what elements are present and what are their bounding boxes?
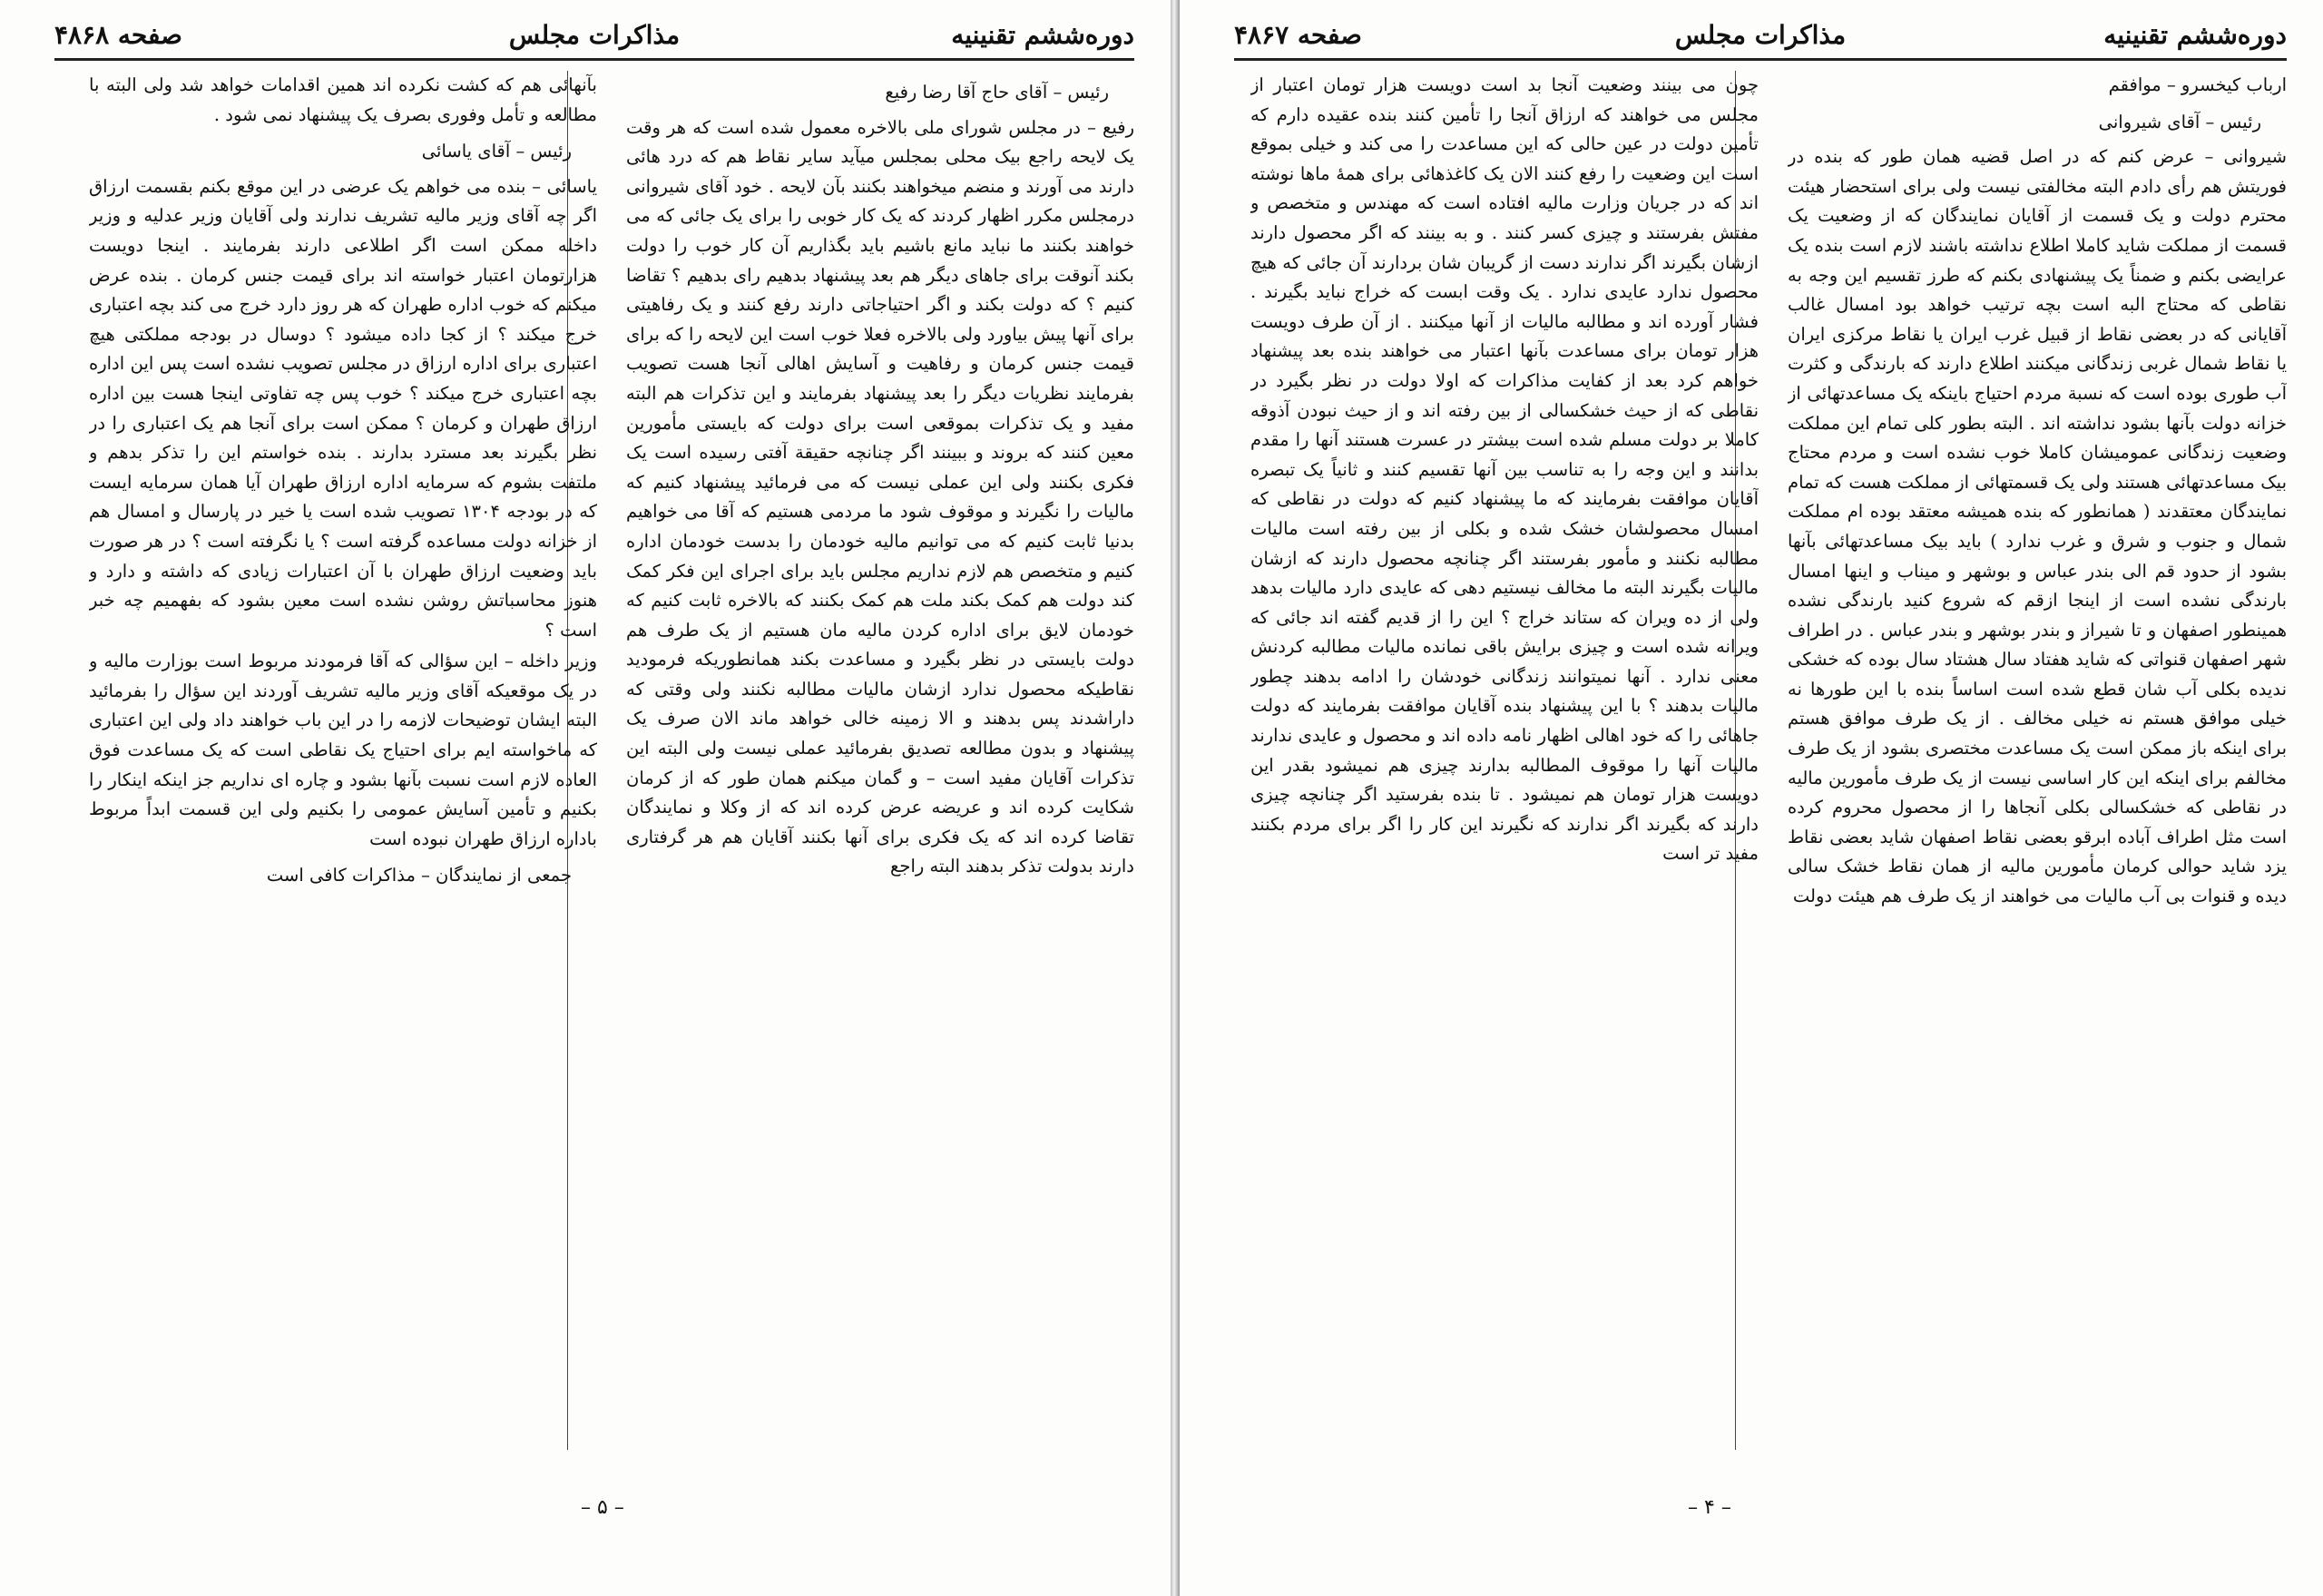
header-title: مذاکرات مجلس	[508, 20, 681, 50]
paragraph: شیروانی – عرض کنم که در اصل قضیه همان طور که بنده در فوریتش هم رأی دادم البته مخالفتی نیست ولی برای استحضار هیئت محترم دولت و یک قسمت از آقایان نمایندگان که از وضعیت یک قسمت از مملکت شاید کاملا اطلاع نداشته باشند لازم است بنده یک عرایضی بکنم و ضمناً یک پیشنهادی بکنم که طرز تقسیم این وجه به نقاطی که محتاج البه است بچه ترتیب خواهد بود امسال غالب آقایانی که در بعضی نقاط از قبیل غرب ایران یا نقاط مرکزی ایران یا نقاط شمال غربی زندگانی میکنند اطلاع دارند که بارندگی و کثرت آب طوری بوده است که نسبة مردم احتیاج باینکه یک مساعدتهائی از خزانه دولت بآنها بشود نداشته اند . البته بطور کلی تمام این مملکت وضعیت زندگانی عمومیشان کاملا خوب نشده است و مردم محتاج بیک مساعدتهائی هستند ولی یک قسمتهائی از مملکت هست که تمام نمایندگان معتقدند ( همانطور که بنده همیشه معتقد بوده ام مملکت شمال و جنوب و شرق و غرب ندارد ) باید بیک مساعدتهائی بآنها بشود از حدود قم الی بندر عباس و بوشهر و میناب و اینها امسال بارندگی نشده است از اینجا ازقم که شروع کنید بارندگی نشده همینطور اصفهان و تا شیراز و بندر بوشهر و بندر عباس . در اطراف شهر اصفهان قنواتی که شاید هفتاد سال هشتاد سال بوده که خشکی ندیده بکلی آب شان قطع شده است اساساً بنده با این طورها نه خیلی موافق هستم نه خیلی مخالف . از یک طرف موافق هستم برای اینکه باز ممکن است یک مساعدت مختصری بشود از یک طرف مخالفم برای اینکه این کار اساسی نیست از یک طرف مأمورین مالیه در نقاطی که خشکسالی بکلی آنجاها را از محصول محروم کرده است مثل اطراف آباده ابرقو بعضی نقاط اصفهان شاید بعضی نقاط یزد شاید حوالی کرمان مأمورین مالیه از همان نقاط خشک سالی دیده و قنوات بی آب مالیات می خواهند از یک طرف هم هیئت دولت	[1788, 146, 2287, 907]
page-header	[54, 13, 1134, 64]
page-header	[1234, 13, 2287, 64]
page-number: صفحه ۴۸۶۷	[1234, 20, 1362, 50]
paragraph: یاسائی – بنده می خواهم یک عرضی در این موقع بکنم بقسمت ارزاق اگر چه آقای وزیر مالیه تشریف ندارند ولی آقایان وزیر عدلیه و وزیر داخله ممکن است اگر اطلاعی دارند بفرمایند . اینجا دویست هزارتومان اعتبار خواسته اند برای قیمت جنس کرمان . بنده عرض میکنم که خوب اداره طهران که هر روز دارد خرج می کند بچه اعتباری خرج میکند ؟ از کجا داده میشود ؟ دوسال در بودجه مملکتی هیچ اعتباری برای اداره ارزاق در مجلس تصویب نشده است پس این اداره بچه اعتباری خرج میکند ؟ خوب پس چه تفاوتی اینجا هست بین اداره ارزاق طهران و کرمان ؟ ممکن است برای آنجا هم یک اعتباری را در نظر بگیرند بعد مسترد بدارند . بنده خواستم این را تذکر بدهم و ملتفت بشوم که سرمایه اداره ارزاق طهران آیا همان سرمایه ایست که در بودجه ۱۳۰۴ تصویب شده است یا خیر در پارسال و امسال هم از خزانه دولت مساعده گرفته است ؟ یا نگرفته است ؟ در هر صورت باید وضعیت ارزاق طهران با آن اعتبارات زیادی که داشته و دارد و هنوز محاسباتش روشن نشده است معین بشود که بفهمیم چه خبر است ؟	[89, 175, 597, 641]
page-footer: – ۵ –	[581, 1496, 624, 1519]
page-footer: – ۴ –	[1688, 1496, 1731, 1519]
speaker-line: جمعی از نمایندگان – مذاکرات کافی است	[266, 865, 572, 886]
session-label: دوره‌ششم تقنینیه	[2103, 20, 2287, 50]
column-left	[89, 71, 597, 1495]
header-rule	[54, 58, 1134, 61]
column-right	[626, 71, 1134, 1495]
right-page	[1180, 0, 2323, 1596]
header-rule	[1234, 58, 2287, 61]
paragraph: بآنهائی هم که کشت نکرده اند همین اقدامات خواهد شد ولی البته با مطالعه و تأمل وفوری بصرف یک پیشنهاد نمی شود .	[89, 74, 597, 125]
paragraph: وزیر داخله – این سؤالی که آقا فرمودند مربوط است بوزارت مالیه و در یک موقعیکه آقای وزیر مالیه تشریف آوردند این سؤال را بفرمائید البته ایشان توضیحات لازمه را در این باب خواهند داد ولی این اعتباری که ماخواسته ایم برای احتیاج یک نقاطی است که یک مساعدت فوق العاده لازم است نسبت بآنها بشود و چاره ای نداریم جز اینکه اینکار را بکنیم و تأمین آسایش عمومی را بکنیم ولی این قسمت ابداً مربوط باداره ارزاق طهران نبوده است	[89, 651, 597, 849]
book-gutter	[1171, 0, 1180, 1596]
column-right	[1788, 71, 2287, 1495]
column-left	[1250, 71, 1759, 1495]
page-number: صفحه ۴۸۶۸	[54, 20, 182, 50]
speaker-line: رئیس – آقای حاج آقا رضا رفیع	[885, 82, 1109, 103]
speaker-line: رئیس – آقای یاسائی	[421, 141, 572, 162]
header-title: مذاکرات مجلس	[1674, 20, 1847, 50]
paragraph: ارباب کیخسرو – موافقم	[2108, 74, 2287, 95]
speaker-line: رئیس – آقای شیروانی	[2098, 111, 2261, 132]
paragraph: چون می بینند وضعیت آنجا بد است دویست هزار تومان اعتبار از مجلس می خواهند که ارزاق آنجا را تأمین کنند بنده عقیده دارم که تأمین دولت در عین حالی که این مساعدت را می کند و خیلی بموقع است این وضعیت را رفع کنند الان یک کاغذهائی برای همهٔ ماها نوشته اند که در جریان وزارت مالیه افتاده است که مهندس و متخصص و مفتش بفرستند و چیزی کسر کنند . و به بینند که اگر محصول دارند ازشان بگیرند اگر ندارند دست از گریبان شان بردارند آن جائی که هیچ محصول ندارد عایدی ندارد . یک وقت ابست که خراج نباید بگیرند . فشار آورده اند و مطالبه مالیات از آنها میکنند . از آن طرف دویست هزار تومان برای مساعدت بآنها اعتبار می خواهند بنده بعد پیشنهاد خواهم کرد بعد از کفایت مذاکرات که اولا دولت در نظر بگیرد در نقاطی که از حیث خشکسالی از بین رفته اند و از حیث نبودن آذوقه کاملا بر دولت مسلم شده است بیشتر در عسرت هستند آنها را مقدم بدانند و این وجه را به تناسب بین آنها تقسیم کنند و ثانیاً یک تبصره آقایان موافقت بفرمایند که ما پیشنهاد کنیم که دولت در نقاطی که امسال محصولشان خشک شده و بکلی از بین رفته است مالیات مطالبه نکنند و مأمور بفرستند اگر چنانچه محصول دارند که ازشان مالیات بگیرند البته ما مخالف نیستیم دهی که عایدی دارد مالیات بدهد ولی از ده ویران که ستاند خراج ؟ این را از قدیم گفته اند جائی که ویرانه شده است و چیزی برایش باقی نمانده مالیات مطالبه کردنش معنی ندارد . آنها نمیتوانند زندگانی خودشان را ادامه بدهند چطور مالیات بدهند ؟ با این پیشنهاد بنده آقایان موافقت بفرمایند که دولت جاهائی را که خود اهالی اظهار نامه داده اند و محصول و عایدی ندارند مالیات آنها را موقوف المطالبه بدارند چیزی هم نمیشود بقدر این دویست هزار تومان هم نمیشود . تا بنده بفرستید اگر چنانچه چیزی دارند که بگیرند اگر ندارند که نگیرند این کار را اگر برای مردم بکنند مفید تر است	[1250, 74, 1759, 865]
session-label: دوره‌ششم تقنینیه	[951, 20, 1134, 50]
paragraph: رفیع – در مجلس شورای ملی بالاخره معمول شده است که هر وقت یک لایحه راجع بیک محلی بمجلس میآید سایر نقاط هم که درد هائی دارند می آورند و منضم میخواهند بکنند بآن لایحه . خود آقای شیروانی درمجلس مکرر اظهار کردند که یک کار خوبی را برای یک جائی که می خواهند بکنند ما نباید مانع باشیم باید بگذاریم آن کار خوب را دولت بکند آنوقت برای جاهای دیگر هم بعد پیشنهاد بدهیم رای بدهیم ؟ تقاضا کنیم ؟ که دولت بکند و اگر احتیاجاتی دارند رفع کنند و یک رفاهیتی برای آنها پیش بیاورد ولی بالاخره فعلا خوب است این لایحه را که برای قیمت جنس کرمان و رفاهیت و آسایش اهالی آنجا هست تصویب بفرمایند نظریات دیگر را بعد پیشنهاد بفرمایند و این تذکرات هم البته مفید و یک تذکرات بموقعی است برای دولت که بایستی مأمورین معین کنند که بروند و ببینند اگر چنانچه حقیقة آفتی رسیده است یک فکری بکنند ولی این عملی نیست که می فرمائید پیشنهاد کنیم که مالیات را نگیرند و موقوف شود ما مردمی هستیم که آقا می خواهیم بدنیا ثابت کنیم که می توانیم مالیه خودمان را بدست خودمان اداره کنیم و متخصص هم لازم نداریم مجلس باید برای اجرای این فکر کمک کند دولت هم کمک بکند ملت هم کمک بکنند که بالاخره ثابت کنیم که خودمان لایق برای اداره کردن مالیه مان هستیم از یک طرف هم دولت بایستی در نظر بگیرد و مساعدت بکند همانطوریکه فرمودید نقاطیکه محصول ندارد ازشان مالیات مطالبه نکنند ولی وقتی که داراشدند پس بدهند و الا زمینه خالی خواهد ماند الان صرف یک پیشنهاد و بدون مطالعه تصدیق بفرمائید عملی نیست ولی البته این تذکرات آقایان مفید است – و گمان میکنم همان طور که از کرمان شکایت کرده اند و عریضه عرض کرده اند که از وکلا و نمایندگان تقاضا کرده اند که یک فکری برای آنها بکنند آقایان هم هر گرفتاری دارند بدولت تذکر بدهند البته راجع	[626, 116, 1134, 877]
